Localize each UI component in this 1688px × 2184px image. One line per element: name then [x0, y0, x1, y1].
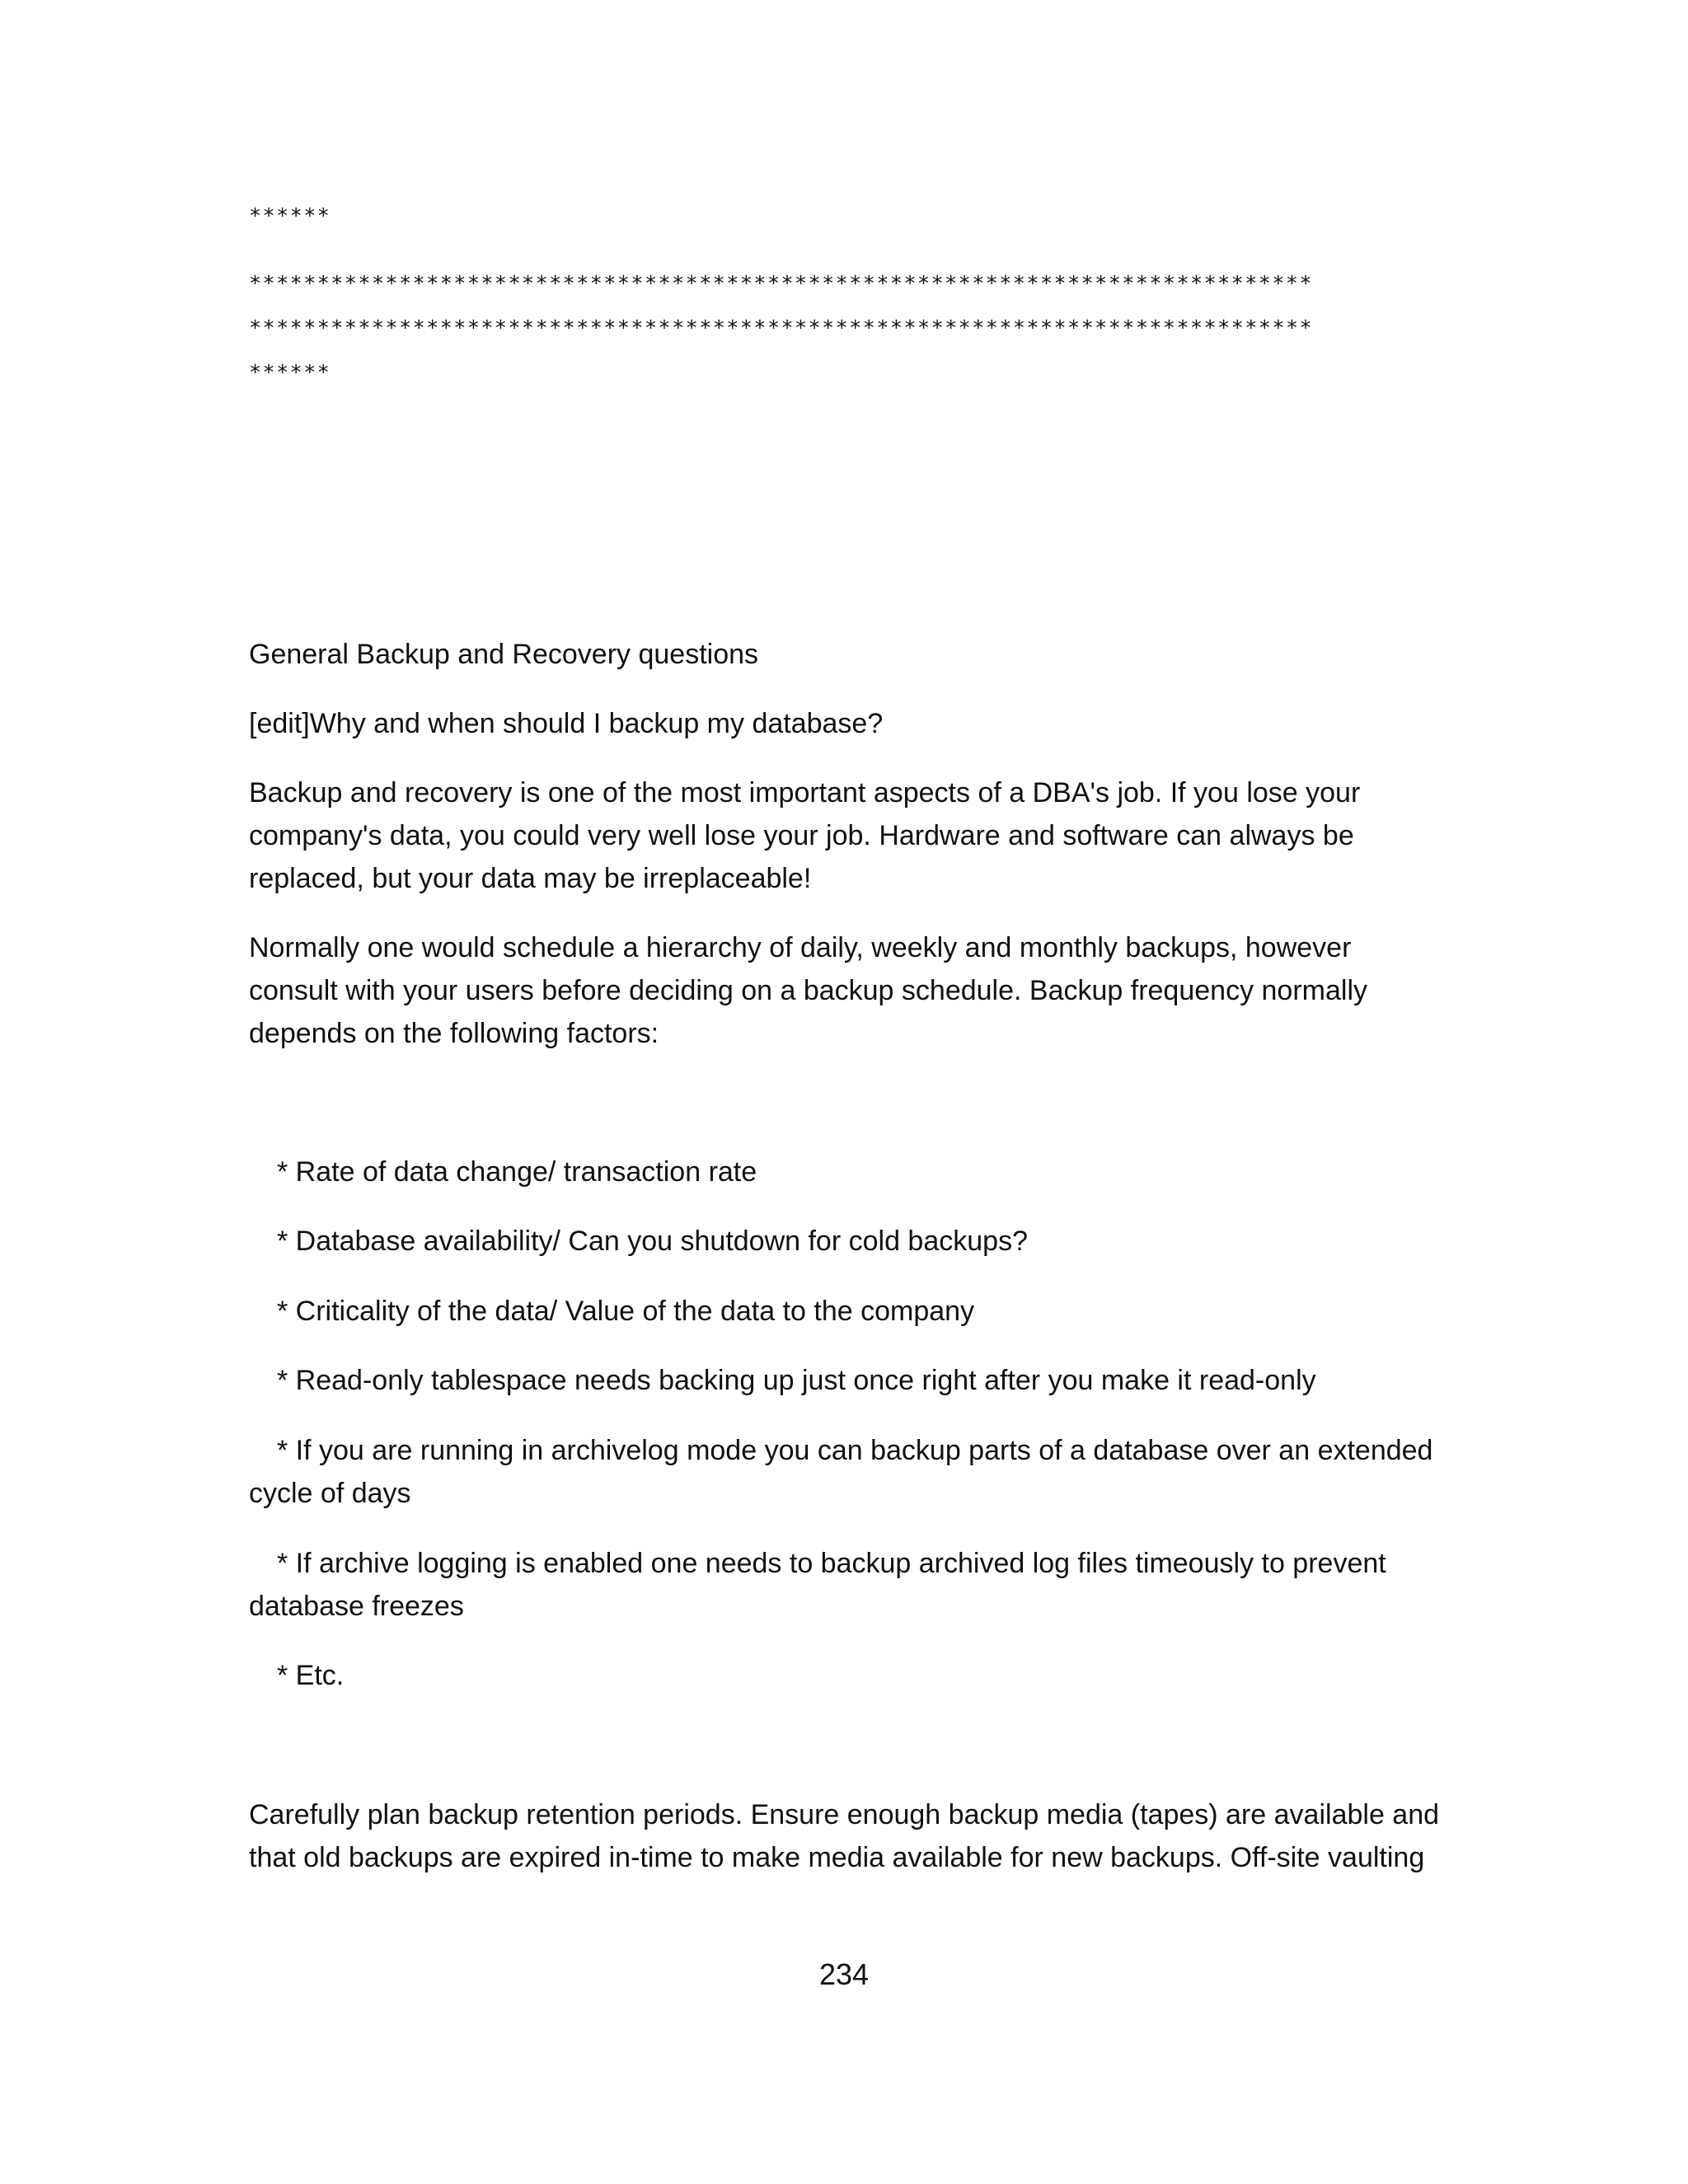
separator-line-3: ****************************************************************************** [249, 316, 1313, 340]
factor-item: * Database availability/ Can you shutdown for cold backups? [277, 1226, 1028, 1257]
factor-item: * If you are running in archivelog mode you can backup parts of a database over an extended [277, 1435, 1433, 1466]
paragraph-line: Backup and recovery is one of the most important aspects of a DBA's job. If you lose your [249, 777, 1361, 808]
factor-item: * Criticality of the data/ Value of the data to the company [277, 1296, 975, 1327]
separator-line-1: ****** [249, 204, 331, 227]
paragraph-line: Carefully plan backup retention periods. Ensure enough backup media (tapes) are available and [249, 1799, 1440, 1830]
separator-line-2: ****************************************************************************** [249, 271, 1313, 295]
page-number: 234 [818, 1957, 870, 1991]
factor-item-continuation: database freezes [249, 1591, 464, 1622]
separator-line-4: ****** [249, 360, 331, 384]
question-heading: [edit]Why and when should I backup my database? [249, 708, 884, 739]
paragraph-line: depends on the following factors: [249, 1018, 659, 1049]
paragraph-line: consult with your users before deciding on a backup schedule. Backup frequency normally [249, 975, 1367, 1006]
factor-item: * Etc. [277, 1660, 345, 1691]
section-title: General Backup and Recovery questions [249, 639, 759, 670]
paragraph-line: company's data, you could very well lose your job. Hardware and software can always be [249, 820, 1354, 851]
factor-item-continuation: cycle of days [249, 1478, 411, 1509]
paragraph-line: Normally one would schedule a hierarchy of daily, weekly and monthly backups, however [249, 932, 1352, 963]
paragraph-line: replaced, but your data may be irreplaceable! [249, 863, 812, 894]
factor-item: * If archive logging is enabled one needs to backup archived log files timeously to prevent [277, 1548, 1386, 1579]
factor-item: * Rate of data change/ transaction rate [277, 1156, 757, 1188]
paragraph-line: that old backups are expired in-time to make media available for new backups. Off-site vaulting [249, 1842, 1425, 1873]
factor-item: * Read-only tablespace needs backing up just once right after you make it read-only [277, 1365, 1316, 1396]
